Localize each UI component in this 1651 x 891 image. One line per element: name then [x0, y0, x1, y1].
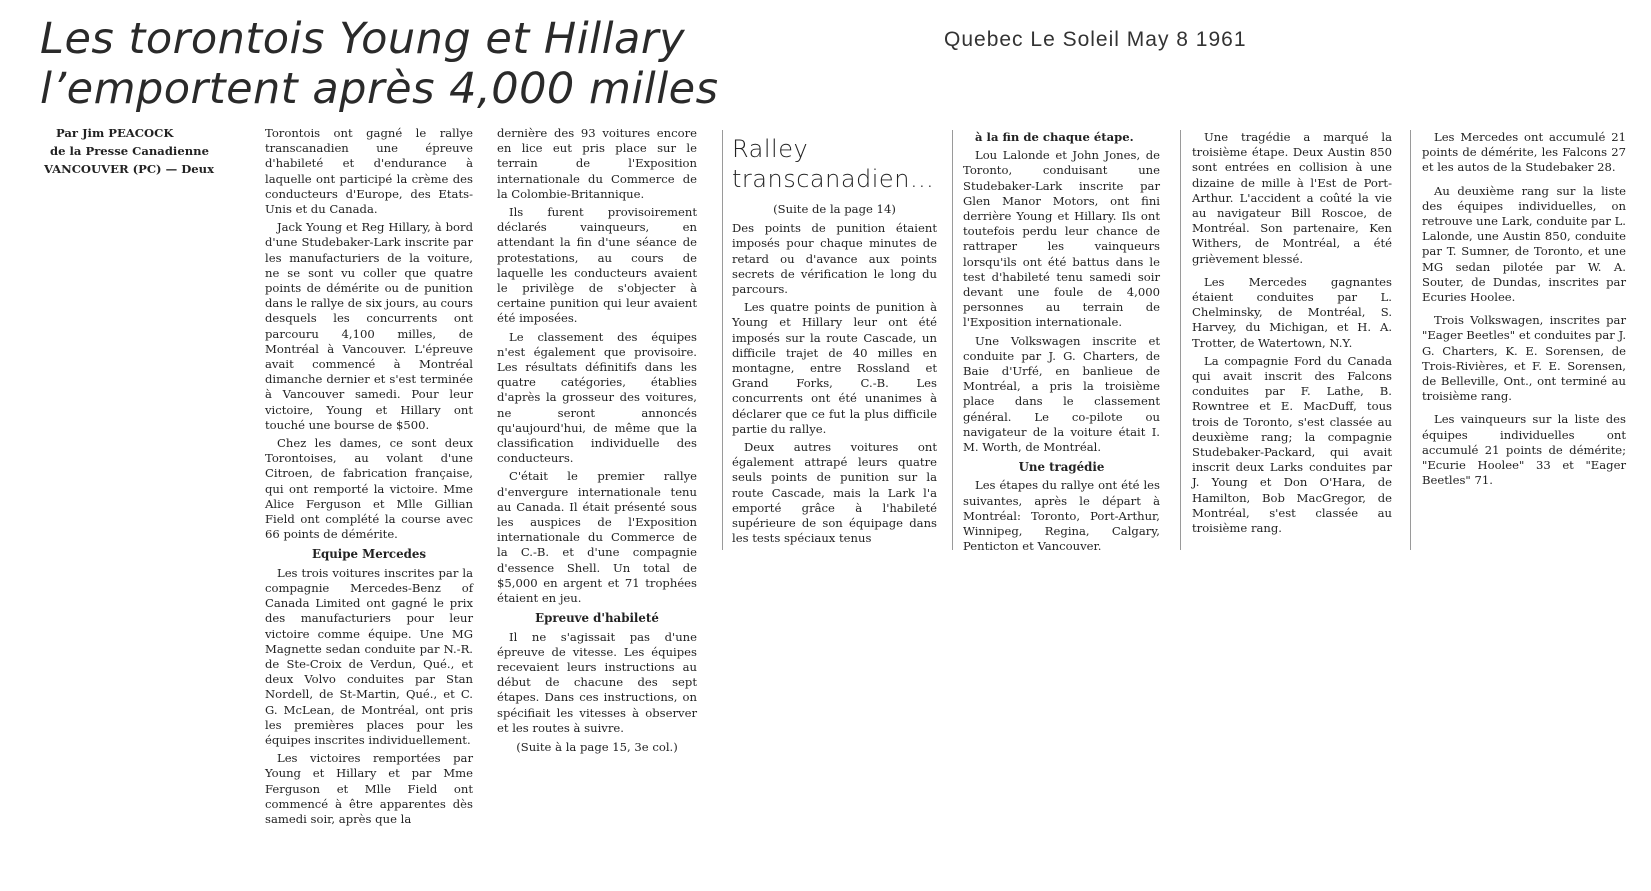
- col5-paragraph-2: Lou Lalonde et John Jones, de Toronto, conduisant une Studebaker-Lark inscrite par Glen Manor Motors, ont fini derrière Young et Hillary. Ils ont toutefois perdu leur chance de rattraper les vainqueurs lorsqu'ils ont été battus dans le test d'habileté tenu samedi soir devant une foule de 4,000 personnes au terrain de l'Exposition internationale.: [963, 148, 1160, 330]
- col5-paragraph-4: Les étapes du rallye ont été les suivantes, après le départ à Montréal: Toronto, Port-Arthur, Winnipeg, Regina, Calgary, Penticton et Vancouver.: [963, 478, 1160, 554]
- col3-paragraph-4: C'était le premier rallye d'envergure internationale tenu au Canada. Il était présenté sous les auspices de l'Exposition internationale du Commerce de la C.-B. et d'une compagnie d'essence Shell. Un total de $5,000 en argent et 71 trophées étaient en jeu.: [497, 469, 697, 606]
- col4-paragraph-3: Deux autres voitures ont également attrapé leurs quatre seuls points de punition sur la route Cascade, mais la Lark l'a emporté grâce à l'habileté supérieure de son équipage dans les tests spéciaux tenus: [732, 440, 937, 546]
- column-byline: [44, 126, 244, 176]
- headline-line-1: Les torontois Young et Hillary: [40, 14, 686, 64]
- col6-paragraph-3: La compagnie Ford du Canada qui avait inscrit des Falcons conduites par F. Lathe, B. Rowntree et E. MacDuff, tous trois de Toronto, s'est classée au deuxième rang; la compagnie Studebaker-Packard, qui avait inscrit deux Larks conduites par J. Young et Don O'Hara, de Hamilton, Bob MacGregor, de Montréal, s'est classée au troisième rang.: [1192, 353, 1392, 536]
- article-headline: [40, 14, 719, 114]
- col3-subhead: Epreuve d'habileté: [535, 611, 659, 626]
- col4-continued-from: (Suite de la page 14): [773, 202, 896, 216]
- col6-paragraph-2: Les Mercedes gagnantes étaient conduites par L. Chelminsky, de Montréal, S. Harvey, du Michigan, et H. A. Trotter, de Watertown, N.Y.: [1192, 274, 1392, 350]
- column-6: [1192, 130, 1392, 550]
- separator-col6: [1180, 130, 1181, 550]
- col5-paragraph-3: Une Volkswagen inscrite et conduite par J. G. Charters, de Baie d'Urfé, en banlieue de Montréal, a pris la troisième place dans le classement général. Le co-pilote ou navigateur de la voiture était I. M. Worth, de Montréal.: [963, 333, 1160, 455]
- headline-line-2: l’emportent après 4,000 milles: [40, 64, 719, 114]
- col4-paragraph-2: Les quatre points de punition à Young et Hillary leur ont été imposés sur la route Cascade, un difficile trajet de 40 milles en montagne, entre Rossland et Grand Forks, C.-B. Les concurrents ont été unanimes à déclarer que ce fut la plus difficile partie du rallye.: [732, 300, 937, 436]
- col3-paragraph-2: Ils furent provisoirement déclarés vainqueurs, en attendant la fin d'une séance de protestations, au cours de laquelle les conducteurs avaient le privilège de s'objecter à certaine punition qui leur avaient été imposées.: [497, 205, 697, 326]
- col2-paragraph-2: Jack Young et Reg Hillary, à bord d'une Studebaker-Lark inscrite par les manufacturiers de la voiture, ne se sont vu coller que quatre points de démérite ou de punition dans le rallye de six jours, au cours desquels les concurrents ont parcouru 4,100 milles, de Montréal à Vancouver. L'épreuve avait commencé à Montréal dimanche dernier et s'est terminée à Vancouver samedi. Pour leur victoire, Young et Hillary ont touché une bourse de $500.: [265, 220, 473, 432]
- source-note: Quebec Le Soleil May 8 1961: [944, 28, 1247, 51]
- col2-paragraph-1: Torontois ont gagné le rallye transcanadien une épreuve d'habileté et d'endurance à laquelle ont participé la crème des conducteurs d'Europe, des Etats-Unis et du Canada.: [265, 126, 473, 217]
- col5-subhead: Une tragédie: [1018, 460, 1105, 475]
- col7-paragraph-4: Les vainqueurs sur la liste des équipes individuelles ont accumulé 21 points de démérite; "Ecurie Hoolee" 33 et "Eager Beetles" 71.: [1422, 412, 1626, 488]
- col7-paragraph-1: Les Mercedes ont accumulé 21 points de démérite, les Falcons 27 et les autos de la Studebaker 28.: [1422, 130, 1626, 175]
- column-2: [265, 126, 473, 881]
- col3-continued-note: (Suite à la page 15, 3e col.): [516, 739, 678, 754]
- col5-paragraph-1: à la fin de chaque étape.: [975, 130, 1134, 144]
- col2-paragraph-5: Les victoires remportées par Young et Hillary et par Mme Ferguson et Mlle Field ont commencé à être apparentes dès samedi soir, après que la: [265, 751, 473, 826]
- separator-col5: [952, 130, 953, 550]
- column-3: [497, 126, 697, 754]
- col7-paragraph-2: Au deuxième rang sur la liste des équipes individuelles, on retrouve une Lark, conduite par L. Lalonde, une Austin 850, conduite par T. Sumner, de Toronto, et une MG sedan pilotée par W. A. Souter, de Dundas, inscrites par Ecuries Hoolee.: [1422, 183, 1626, 305]
- col2-paragraph-4: Les trois voitures inscrites par la compagnie Mercedes-Benz of Canada Limited ont gagné le prix des manufacturiers pour leur victoire comme équipe. Une MG Magnette sedan conduite par N.-R. de Ste-Croix de Verdun, Qué., et deux Volvo conduites par Stan Nordell, de St-Martin, Qué., et C. G. McLean, de Montréal, ont pris les premières places pour les équipes inscrites individuellement.: [265, 565, 473, 747]
- col3-paragraph-1: dernière des 93 voitures encore en lice eut pris place sur le terrain de l'Exposition internationale du Commerce de la Colombie-Britannique.: [497, 126, 697, 201]
- separator-col7: [1410, 130, 1411, 550]
- byline-agency: de la Presse Canadienne: [50, 144, 209, 159]
- continuation-title: [732, 134, 937, 194]
- col2-paragraph-3: Chez les dames, ce sont deux Torontoises, au volant d'une Citroen, de fabrication française, qui ont remporté la victoire. Mme Alice Ferguson et Mlle Gillian Field ont complété la course avec 66 points de démérite.: [265, 436, 473, 542]
- byline-dateline: VANCOUVER (PC) — Deux: [44, 162, 214, 177]
- separator-col4: [722, 130, 723, 550]
- byline-author: Par Jim PEACOCK: [56, 126, 174, 140]
- column-5: [963, 130, 1160, 554]
- column-7: [1422, 130, 1626, 550]
- column-4: [732, 134, 937, 554]
- col6-paragraph-1: Une tragédie a marqué la troisième étape. Deux Austin 850 sont entrées en collision à une dizaine de mille à l'Est de Port-Arthur. L'accident a coûté la vie au navigateur Bill Roscoe, de Montréal. Son partenaire, Ken Withers, de Montréal, a été grièvement blessé.: [1192, 130, 1392, 266]
- continuation-title-line-2: transcanadien…: [732, 165, 935, 193]
- col3-paragraph-3: Le classement des équipes n'est également que provisoire. Les résultats définitifs dans les quatre catégories, établies d'après la grosseur des voitures, ne seront annoncés qu'aujourd'hui, de même que la classification individuelle des conducteurs.: [497, 329, 697, 466]
- col7-paragraph-3: Trois Volkswagen, inscrites par "Eager Beetles" et conduites par J. G. Charters, K. E. Sorensen, de Trois-Rivières, et F. E. Sorensen, de Belleville, Ont., ont terminé au troisième rang.: [1422, 313, 1626, 404]
- continuation-title-line-1: Ralley: [732, 135, 809, 163]
- col3-paragraph-5: Il ne s'agissait pas d'une épreuve de vitesse. Les équipes recevaient leurs instructions au début de chacune des sept étapes. Dans ces instructions, on spécifiait les vitesses à observer et les routes à suivre.: [497, 629, 697, 735]
- col4-paragraph-1: Des points de punition étaient imposés pour chaque minutes de retard ou d'avance aux points secrets de vérification le long du parcours.: [732, 221, 937, 297]
- col2-subhead: Equipe Mercedes: [311, 547, 427, 562]
